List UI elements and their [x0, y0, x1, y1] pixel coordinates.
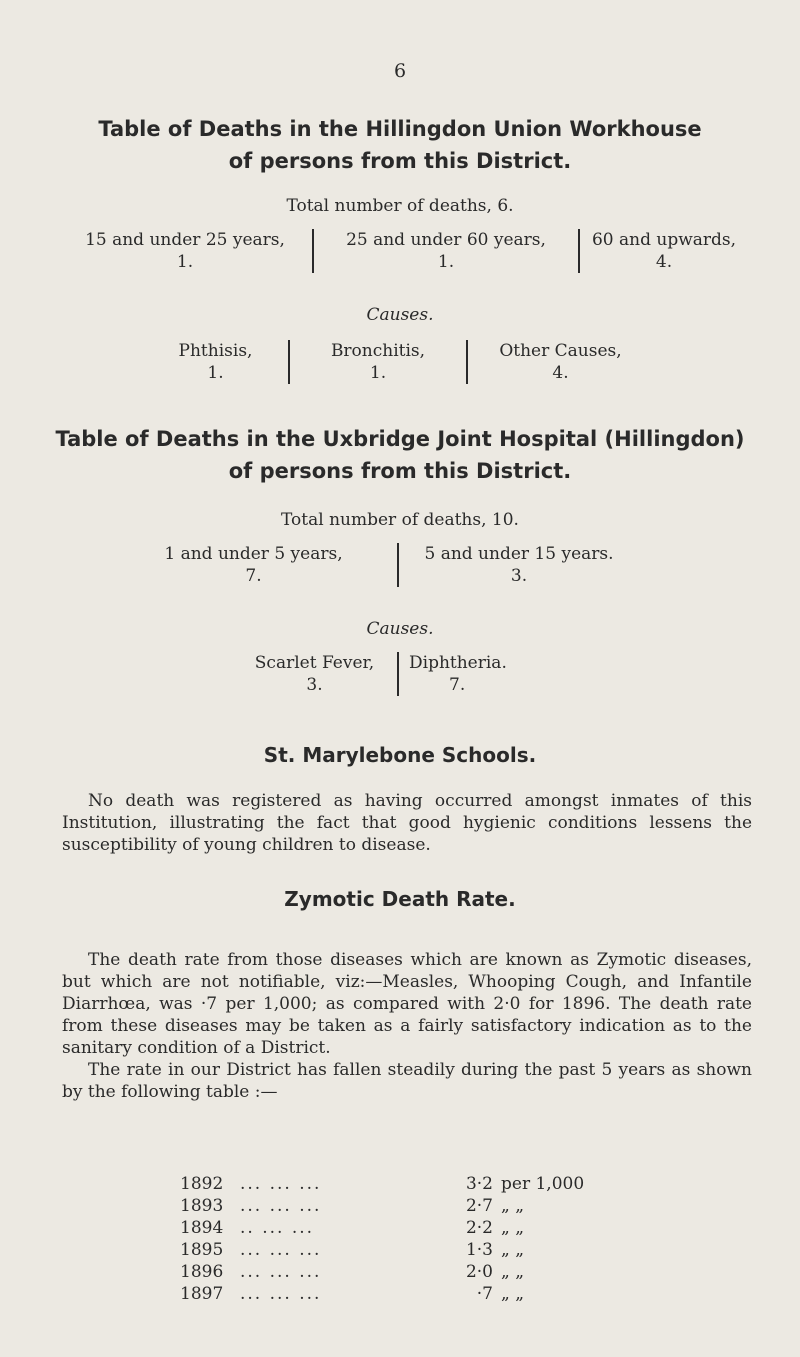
- cause-label: Diphtheria.: [409, 653, 507, 673]
- rate-value: ·7: [476, 1284, 493, 1304]
- workhouse-age-col: [578, 229, 748, 273]
- zymotic-paragraph-1: The death rate from those diseases which are known as Zymotic diseases, but which are not notifiable, viz:—Measles, Whooping Cough, and Infantile Diarrhœa, was ·7 per 1,000; as compared with 2·0 for 1896. The death rate from these diseases may be taken as a fairly satisfactory indication as to the sanitary condition of a District.: [62, 950, 752, 1058]
- workhouse-title-line2: of persons from this District.: [228, 149, 572, 173]
- hospital-cause-col: [397, 652, 514, 696]
- rate-leader: ... ... ...: [240, 1284, 322, 1304]
- hospital-title: [0, 423, 800, 487]
- age-value: 1.: [437, 252, 455, 272]
- workhouse-title-line1: Table of Deaths in the Hillingdon Union Workhouse: [98, 117, 702, 141]
- rate-value: 2·0: [465, 1262, 493, 1282]
- rate-unit: „ „: [501, 1218, 525, 1238]
- rate-unit: „ „: [501, 1240, 525, 1260]
- workhouse-age-col: [312, 229, 578, 273]
- age-label: 60 and upwards,: [591, 230, 737, 250]
- rate-leader: ... ... ...: [240, 1240, 322, 1260]
- rate-row: [180, 1239, 584, 1261]
- workhouse-cause-col: [143, 340, 288, 384]
- rate-unit: „ „: [501, 1196, 525, 1216]
- age-label: 25 and under 60 years,: [346, 230, 546, 250]
- workhouse-cause-col: [288, 340, 466, 384]
- rate-row: [180, 1195, 584, 1217]
- cause-value: 1.: [207, 363, 224, 383]
- marylebone-text: [62, 790, 752, 856]
- age-label: 15 and under 25 years,: [85, 230, 285, 250]
- rate-unit: „ „: [501, 1262, 525, 1282]
- workhouse-total: Total number of deaths, 6.: [286, 196, 514, 216]
- zymotic-paragraph-2: The rate in our District has fallen steadily during the past 5 years as shown by the following table :—: [62, 1060, 752, 1102]
- age-value: 3.: [510, 566, 528, 586]
- age-value: 4.: [655, 252, 673, 272]
- hospital-title-line1: Table of Deaths in the Uxbridge Joint Hospital (Hillingdon): [55, 427, 745, 451]
- hospital-ages: [110, 543, 639, 587]
- rate-unit: per 1,000: [501, 1174, 585, 1194]
- hospital-causes: [232, 652, 514, 696]
- rate-value: 2·2: [465, 1218, 493, 1238]
- workhouse-causes-heading: Causes.: [366, 305, 434, 325]
- rate-table: [180, 1173, 584, 1305]
- marylebone-paragraph: No death was registered as having occurred amongst inmates of this Institution, illustrating the fact that good hygienic conditions lessens the susceptibility of young children to disease.: [62, 791, 752, 855]
- age-label: 1 and under 5 years,: [164, 544, 343, 564]
- rate-leader: .. ... ...: [240, 1218, 315, 1238]
- hospital-age-col: [397, 543, 639, 587]
- hospital-age-col: [110, 543, 397, 587]
- rate-value: 1·3: [465, 1240, 493, 1260]
- age-value: 1.: [176, 252, 194, 272]
- hospital-total: Total number of deaths, 10.: [281, 510, 519, 530]
- rate-value: 3·2: [465, 1174, 493, 1194]
- rate-year: 1896: [180, 1262, 224, 1282]
- cause-value: 7.: [449, 675, 466, 695]
- marylebone-title: St. Marylebone Schools.: [263, 743, 537, 767]
- rate-value: 2·7: [465, 1196, 493, 1216]
- rate-leader: ... ... ...: [240, 1262, 322, 1282]
- cause-value: 3.: [306, 675, 323, 695]
- rate-row: [180, 1283, 584, 1305]
- zymotic-title: Zymotic Death Rate.: [284, 887, 516, 911]
- cause-label: Other Causes,: [499, 341, 622, 361]
- rate-row: [180, 1217, 584, 1239]
- rate-row: [180, 1173, 584, 1195]
- rate-year: 1892: [180, 1174, 224, 1194]
- workhouse-age-col: [58, 229, 312, 273]
- workhouse-ages: [58, 229, 748, 273]
- rate-unit: „ „: [501, 1284, 525, 1304]
- cause-label: Phthisis,: [178, 341, 253, 361]
- page-number: 6: [393, 60, 407, 82]
- hospital-title-line2: of persons from this District.: [228, 459, 572, 483]
- rate-leader: ... ... ...: [240, 1196, 322, 1216]
- age-label: 5 and under 15 years.: [424, 544, 614, 564]
- cause-value: 1.: [369, 363, 387, 383]
- workhouse-cause-col: [466, 340, 653, 384]
- rate-year: 1893: [180, 1196, 224, 1216]
- hospital-causes-heading: Causes.: [366, 619, 434, 639]
- rate-year: 1897: [180, 1284, 224, 1304]
- hospital-cause-col: [232, 652, 397, 696]
- rate-year: 1895: [180, 1240, 224, 1260]
- cause-label: Scarlet Fever,: [254, 653, 375, 673]
- zymotic-text: [62, 949, 752, 1103]
- workhouse-title: [0, 113, 800, 177]
- rate-row: [180, 1261, 584, 1283]
- rate-year: 1894: [180, 1218, 224, 1238]
- cause-label: Bronchitis,: [330, 341, 426, 361]
- cause-value: 4.: [552, 363, 569, 383]
- workhouse-causes: [143, 340, 653, 384]
- age-value: 7.: [245, 566, 262, 586]
- rate-leader: ... ... ...: [240, 1174, 322, 1194]
